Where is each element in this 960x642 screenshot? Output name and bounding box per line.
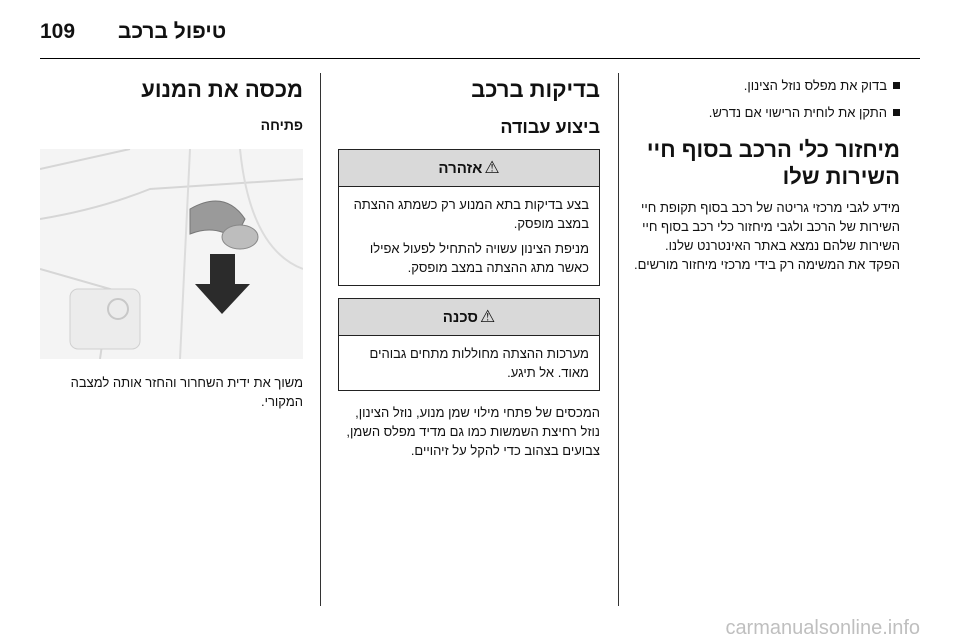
bullet-item: בדוק את מפלס נוזל הצינון. — [632, 76, 900, 95]
column-middle — [338, 76, 600, 460]
column-divider-right — [618, 73, 619, 606]
warning-text: מניפת הצינון עשויה להתחיל לפעול אפילו כאשר מתג ההצתה במצב מופסק. — [369, 241, 589, 275]
bullet-square-icon — [893, 82, 900, 89]
page-header — [40, 14, 920, 50]
header-rule — [40, 58, 920, 59]
recycling-paragraph: מידע לגבי מרכזי גריטה של רכב בסוף תקופת חיי השירות של הרכב ולגבי מיחזור כלי רכב בסוף חיי השירות שלהם נמצא באתר האינטרנט שלנו. הפקד את המשימה רק בידי מרכזי מיחזור מורשים. — [634, 200, 900, 272]
recycling-heading: מיחזור כלי הרכב בסוף חיי השירות שלו — [646, 137, 900, 189]
opening-subheading: פתיחה — [260, 117, 303, 133]
watermark: carmanualsonline.info — [725, 617, 920, 639]
section-title: טיפול ברכב — [118, 20, 227, 43]
danger-box-header: ⚠סכנה — [339, 299, 599, 336]
bonnet-release-illustration — [40, 149, 303, 359]
warning-triangle-icon: ⚠ — [484, 158, 500, 177]
bonnet-heading: מכסה את המנוע — [141, 77, 303, 102]
performing-work-heading: ביצוע עבודה — [500, 117, 600, 137]
warning-box — [338, 149, 600, 286]
bullet-square-icon — [893, 109, 900, 116]
danger-text: מערכות ההצתה מחוללות מתחים גבוהים מאוד. אל תיגע. — [369, 346, 589, 380]
column-right — [632, 76, 900, 274]
column-left — [40, 76, 303, 411]
caps-paragraph: המכסים של פתחי מילוי שמן מנוע, נוזל הצינון, נוזל רחיצת השמשות כמו גם מדיד מפלס השמן, צבועים בצהוב כדי להקל על זיהויים. — [346, 405, 600, 458]
vehicle-checks-heading: בדיקות ברכב — [471, 77, 600, 102]
figure-caption: משוך את ידית השחרור והחזר אותה למצבה המקורי. — [70, 375, 303, 409]
page-number: 109 — [40, 20, 76, 43]
column-divider-left — [320, 73, 321, 606]
danger-box — [338, 298, 600, 391]
warning-box-header: ⚠אזהרה — [339, 150, 599, 187]
release-lever-image — [40, 149, 303, 359]
warning-triangle-icon: ⚠ — [479, 307, 496, 326]
warning-text: בצע בדיקות בתא המנוע רק כשמתג ההצתה במצב מופסק. — [353, 197, 589, 231]
bullet-item: התקן את לוחית הרישוי אם נדרש. — [632, 103, 900, 122]
